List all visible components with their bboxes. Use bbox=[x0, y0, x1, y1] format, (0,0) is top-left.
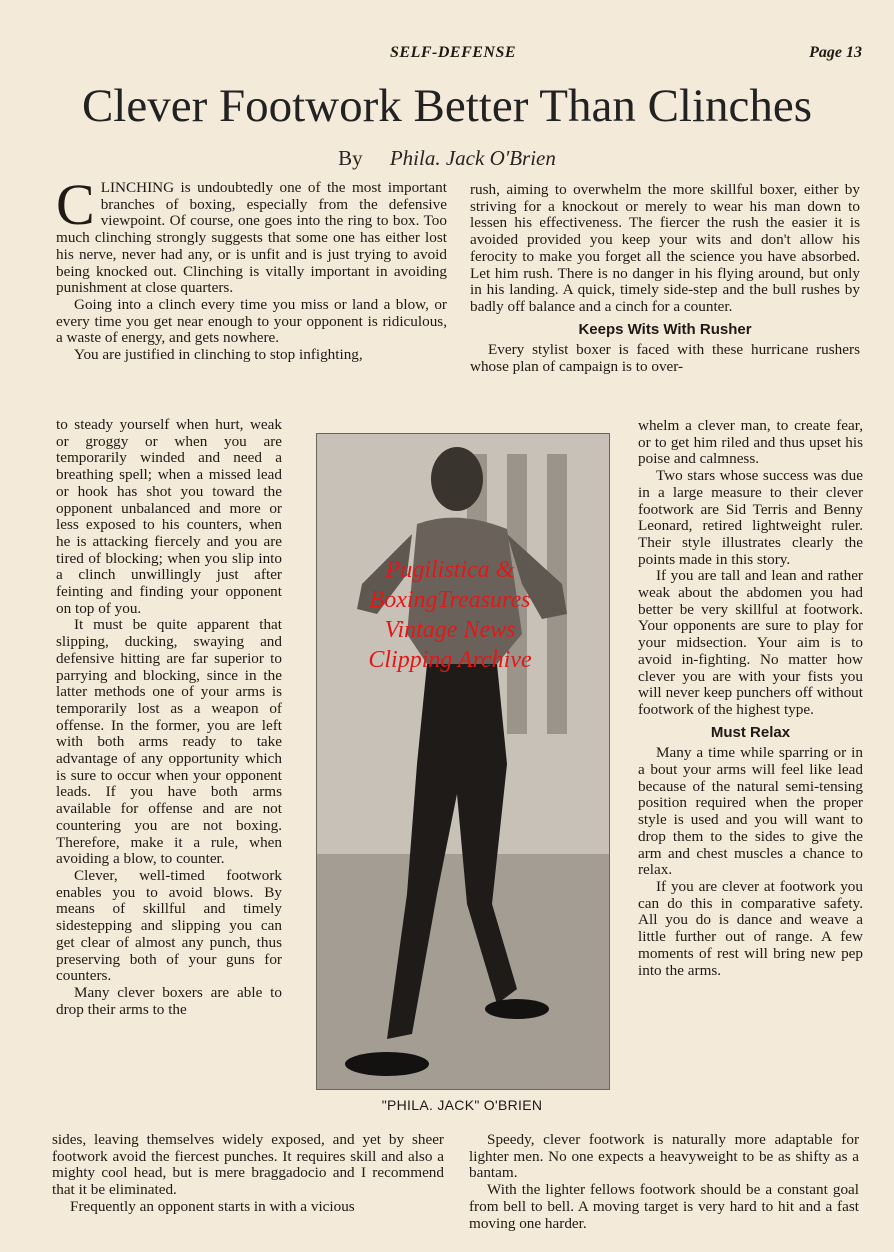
watermark-line: Vintage News bbox=[384, 617, 516, 643]
photo-caption: "PHILA. JACK" O'BRIEN bbox=[381, 1097, 543, 1113]
paragraph: With the lighter fellows footwork should be a constant goal from bell to bell. A moving target is very hard to hit and a fast moving one harder. bbox=[469, 1181, 859, 1232]
paragraph: If you are tall and lean and rather weak about the abdomen you had better be very skillful at footwork. Your opponents are sure to play for your midsection. Your aim is to avoid in-fighting. No matter how clever you are with your fists you will never keep punchers off without footwork of the highest type. bbox=[638, 567, 863, 718]
paragraph: Going into a clinch every time you miss or land a blow, or every time you get near enough to your opponent is ridiculous, a waste of energy, and gets nowhere. bbox=[56, 295, 447, 347]
paragraph: Clever, well-timed footwork enables you to avoid blows. By means of skillful and timely sidestepping and slipping you can get clear of almost any punch, thus preserving both of your guns for counters. bbox=[56, 866, 282, 985]
article-title: Clever Footwork Better Than Clinches bbox=[81, 80, 813, 132]
paragraph: You are justified in clinching to stop infighting, bbox=[74, 346, 363, 364]
byline bbox=[0, 146, 894, 171]
column-2-bottom bbox=[469, 1132, 859, 1232]
paragraph: whelm a clever man, to create fear, or to get him riled and thus upset his poise and calmness. bbox=[638, 417, 863, 468]
column-1-top bbox=[56, 172, 447, 364]
byline-by: By bbox=[338, 146, 363, 170]
boxer-silhouette bbox=[317, 434, 609, 1089]
paragraph: Many clever boxers are able to drop their arms to the bbox=[56, 983, 282, 1018]
boxer-photo bbox=[316, 433, 610, 1090]
paragraph: Two stars whose success was due in a large measure to their clever footwork are Sid Terris and Benny Leonard, retired lightweight ruler. Their style illustrates clearly the points made in this story. bbox=[638, 467, 863, 568]
paragraph: Frequently an opponent starts in with a vicious bbox=[70, 1197, 355, 1215]
paragraph: rush, aiming to overwhelm the more skillful boxer, either by striving for a knockout or merely to wear his man down to lessen his effectiveness. The fiercer the rush the easier it is avoided provided you keep your wits and don't allow his ferocity to make you forget all the science you have absorbed. Let him rush. There is no danger in his flying around, but only in his landing. A quick, timely side-step and the bull rushes by badly off balance and a cinch for a counter. bbox=[470, 181, 860, 315]
byline-author: Phila. Jack O'Brien bbox=[389, 146, 556, 170]
column-1-narrow bbox=[56, 417, 282, 1018]
watermark-line: BoxingTreasures bbox=[369, 587, 531, 613]
watermark-line: Clipping Archive bbox=[368, 647, 532, 673]
paragraph-text: LINCHING is undoubtedly one of the most important branches of boxing, especially from the defensive viewpoint. Of course, one goes into the ring to box. Too much clinching strongly suggests that some one has either lost his nerve, never had any, or is unfit and is just trying to avoid being knocked out. Clinching is vitally important in avoiding punishment at close quarters. bbox=[56, 179, 447, 297]
paragraph: Every stylist boxer is faced with these hurricane rushers whose plan of campaign is to over- bbox=[470, 341, 860, 376]
paragraph: It must be quite apparent that slipping, ducking, swaying and defensive hitting are far superior to parrying and blocking, since in the latter methods one of your arms is temporarily lost as a weapon of offense. In the former, you are left with both arms ready to take advantage of any opportunity which is sure to occur when your opponent leads. If you have both arms available for offense and are not countering you are not boxing. Therefore, make it a rule, when avoiding a blow, to counter. bbox=[56, 616, 282, 868]
paragraph: If you are clever at footwork you can do this in comparative safety. All you do is dance and weave a little further out of range. A few moments of rest will bring new pep into the arms. bbox=[638, 877, 863, 979]
column-2-top bbox=[470, 182, 860, 376]
paragraph: to steady yourself when hurt, weak or groggy or when you are temporarily winded and need a breathing spell; when a missed lead or hook has shot you toward the opponent unbalanced and more or less exposed to his counters, when he is attacking fiercely and you are tired of blocking; when you slip into a clinch unwillingly just after feinting and finding your opponent on top of you. bbox=[56, 416, 282, 617]
paragraph: Many a time while sparring or in a bout your arms will feel like lead because of the natural semi-tensing position required when the proper style is used and you will want to drop them to the sides to give the arm and chest muscles a chance to relax. bbox=[638, 744, 863, 879]
drop-cap: C bbox=[56, 172, 95, 237]
archive-watermark bbox=[330, 555, 570, 675]
paragraph: Speedy, clever footwork is naturally more adaptable for lighter men. No one expects a heavyweight to be as shifty as a bantam. bbox=[469, 1131, 859, 1182]
column-1-bottom bbox=[52, 1132, 444, 1216]
paragraph: sides, leaving themselves widely exposed, and yet by sheer footwork avoid the fiercest punches. It requires skill and also a mighty cool head, but is mere braggadocio and I recommend that it be eliminated. bbox=[52, 1131, 444, 1199]
column-2-narrow bbox=[638, 418, 863, 979]
subheading: Must Relax bbox=[710, 723, 791, 741]
paragraph bbox=[56, 172, 447, 297]
watermark-line: Pugilistica & bbox=[385, 557, 515, 583]
subheading: Keeps Wits With Rusher bbox=[578, 320, 752, 338]
page-number: Page 13 bbox=[809, 44, 862, 61]
section-header: SELF-DEFENSE bbox=[390, 44, 517, 61]
